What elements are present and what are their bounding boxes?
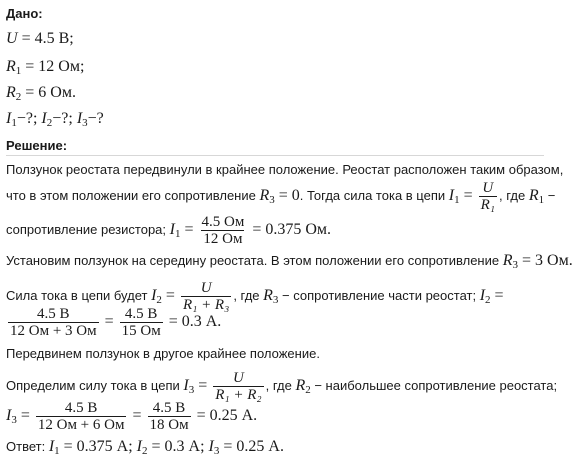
p3-frac1 <box>8 306 99 339</box>
solution-p6 <box>6 400 257 433</box>
p1-text-c: , где <box>499 187 529 203</box>
r2-subscript: 2 <box>15 91 22 103</box>
given-r2 <box>6 84 76 102</box>
p2-r3-value: = 3 Ом. <box>518 252 573 269</box>
given-r1 <box>6 58 84 76</box>
p5-text-b: , где <box>265 377 296 393</box>
p5-fraction-num: U <box>233 370 244 386</box>
p5-text-a: Определим силу тока в цепи <box>6 377 184 393</box>
answer-i3-value: = 0.25 А. <box>219 438 284 455</box>
divider <box>6 155 544 156</box>
p3-result: = 0.3 А. <box>164 312 222 330</box>
p1-eq: = <box>459 186 477 204</box>
p2-text: Установим ползунок на середину реостата. В этом положении его сопротивление <box>6 253 503 268</box>
p6-frac2-den: 18 Ом <box>149 417 189 433</box>
solution-p2 <box>6 252 573 270</box>
p5-r2: R <box>295 376 306 394</box>
solution-p5 <box>6 370 557 403</box>
p3-eq2: = <box>490 286 504 304</box>
answer-line <box>6 438 284 456</box>
p3-frac1-num: 4.5 В <box>37 306 70 322</box>
p6-result: = 0.25 А. <box>192 406 258 424</box>
answer-i2-value: = 0.3 А; <box>147 438 209 455</box>
p5-r2-sub: 2 <box>305 383 311 396</box>
p3-frac2 <box>120 306 163 339</box>
p3-r3: R <box>263 286 273 304</box>
p6-frac1 <box>36 400 127 433</box>
p1-r1-sub: 1 <box>538 193 545 206</box>
p3-r3-sub: 3 <box>272 293 279 306</box>
voltage-symbol: U <box>6 30 18 47</box>
p1-r3-sub: 3 <box>269 193 275 206</box>
solution-p3-line2 <box>6 306 221 339</box>
p2-r3: R <box>502 252 513 269</box>
unknown-sep-2: −?; <box>52 110 77 127</box>
p1-fraction <box>479 180 497 213</box>
voltage-value: = 4.5 В; <box>21 30 74 47</box>
unknown-sep-1: −?; <box>16 110 42 127</box>
p5-fraction <box>213 370 263 403</box>
p3-mid-eq: = <box>100 312 118 330</box>
p1-fraction-num: U <box>482 180 494 196</box>
p6-i3-sub: 3 <box>11 413 17 426</box>
p6-eq: = <box>16 406 34 424</box>
unknown-i3: I <box>76 110 83 127</box>
solution-p1-line3 <box>6 214 331 247</box>
p1-i1: I <box>448 186 455 204</box>
unknown-i2: I <box>41 110 47 127</box>
p5-eq: = <box>194 376 212 394</box>
p1-text-b: . Тогда сила тока в цепи <box>299 187 449 203</box>
p1-text-a: что в этом положении его сопротивление <box>6 187 260 203</box>
p1l3-i1-sub: 1 <box>174 227 181 240</box>
p3-i2b-sub: 2 <box>485 293 491 306</box>
p3-frac2-den: 15 Ом <box>121 323 161 339</box>
p1l3-fraction-num: 4.5 Ом <box>201 214 245 230</box>
unknown-i3-sub: 3 <box>82 117 88 129</box>
p3-frac1-den: 12 Ом + 3 Ом <box>10 323 97 339</box>
p1l3-result: = 0.375 Ом. <box>248 220 332 238</box>
p1l3-fraction-den: 12 Ом <box>203 231 243 247</box>
p3-i2-sub: 2 <box>156 293 162 306</box>
p1-text-d: − <box>544 187 556 203</box>
solution-p4: Передвинем ползунок в другое крайнее положение. <box>6 346 320 361</box>
p3-text-c: − сопротивление части реостат; <box>278 287 480 303</box>
p2-r3-sub: 3 <box>512 259 518 271</box>
unknown-i1: I <box>6 110 12 127</box>
p5-i3-sub: 3 <box>188 383 195 396</box>
p3-i2: I <box>151 286 157 304</box>
answer-i3: I <box>208 438 214 455</box>
r2-symbol: R <box>6 84 16 101</box>
p3-fraction-num: U <box>200 280 212 296</box>
answer-i2-sub: 2 <box>142 445 148 457</box>
p3-text-a: Сила тока в цепи будет <box>6 287 152 303</box>
p3-text-b: , где <box>233 287 264 303</box>
given-unknowns <box>6 110 104 128</box>
p6-frac1-den: 12 Ом + 6 Ом <box>37 417 125 433</box>
p3-eq: = <box>161 286 179 304</box>
p3-frac2-num: 4.5 В <box>124 306 158 322</box>
r1-subscript: 1 <box>15 65 22 77</box>
p6-frac2 <box>148 400 191 433</box>
solution-p1-line2 <box>6 180 555 213</box>
r1-value: = 12 Ом; <box>21 58 85 75</box>
given-heading: Дано: <box>6 6 43 21</box>
p1l3-i1: I <box>169 220 175 238</box>
p1-i1-sub: 1 <box>454 193 460 206</box>
solution-p1-line1: Ползунок реостата передвинули в крайнее положение. Реостат расположен таким образом, <box>6 162 564 177</box>
p6-frac2-num: 4.5 В <box>152 400 186 416</box>
answer-i3-sub: 3 <box>213 445 220 457</box>
p1l3-fraction <box>200 214 247 247</box>
p5-i3: I <box>183 376 189 394</box>
unknown-i2-sub: 2 <box>46 117 53 129</box>
p5-text-c: − наибольшее сопротивление реостата; <box>310 377 558 393</box>
p6-mid-eq: = <box>128 406 146 424</box>
p1-fraction-den: R₁ <box>480 197 495 213</box>
answer-i2: I <box>136 438 142 455</box>
p6-frac1-num: 4.5 В <box>64 400 98 416</box>
p1-r3-value: = 0 <box>274 186 300 204</box>
answer-i1: I <box>48 438 55 455</box>
answer-i1-value: = 0.375 А; <box>59 438 137 455</box>
p1l3-text: сопротивление резистора; <box>6 221 170 237</box>
p1-r1: R <box>528 186 539 204</box>
p1l3-eq: = <box>180 220 198 238</box>
given-voltage <box>6 30 74 48</box>
r1-symbol: R <box>6 58 16 75</box>
r2-value: = 6 Ом. <box>21 84 76 101</box>
p3-fraction-den: R₁ + R₃ <box>182 297 230 313</box>
p5-fraction-den: R₁ + R₂ <box>215 387 262 403</box>
unknown-i1-sub: 1 <box>11 117 17 129</box>
p3-i2b: I <box>479 286 486 304</box>
answer-label: Ответ: <box>6 439 49 454</box>
solution-heading: Решение: <box>6 138 68 153</box>
answer-i1-sub: 1 <box>54 445 60 457</box>
p6-i3: I <box>6 406 12 424</box>
unknown-q: −? <box>87 110 104 127</box>
p1-r3: R <box>259 186 270 204</box>
